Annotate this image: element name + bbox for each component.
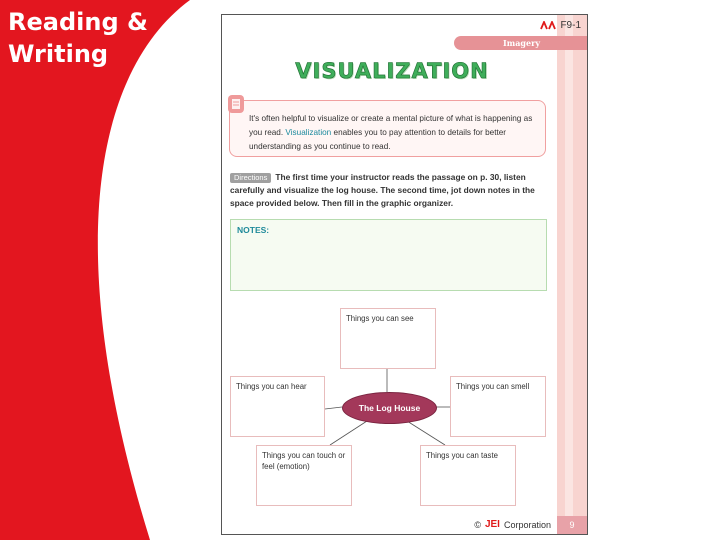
- intro-text-end: enables you to pay attention to details for better understanding as you continue to read.: [249, 128, 507, 151]
- organizer-label-touch: Things you can touch or feel (emotion): [262, 451, 346, 471]
- organizer-label-smell: Things you can smell: [456, 382, 530, 391]
- organizer-box-taste[interactable]: [420, 445, 516, 506]
- organizer-box-hear[interactable]: [230, 376, 325, 437]
- organizer-box-see[interactable]: [340, 308, 436, 369]
- slide-title-line2: Writing: [8, 40, 109, 68]
- connector-hear: [325, 407, 342, 409]
- worksheet-title: VISUALIZATION: [295, 59, 489, 83]
- page-footer: [474, 519, 551, 530]
- intro-text-start: It's often helpful to visualize or create a mental picture of what is happening as you read.: [249, 114, 533, 137]
- company-name: Corporation: [503, 519, 551, 530]
- directions-text: The first time your instructor reads the passage on p. 30, listen carefully and visualize the log house. The second time, jot down notes in the space provided below. Then fill in the graphic organizer.: [230, 172, 535, 208]
- connector-taste: [407, 421, 445, 445]
- connector-touch: [330, 421, 367, 445]
- directions-tag: Directions: [230, 173, 271, 183]
- graphic-organizer: [222, 15, 588, 535]
- organizer-label-hear: Things you can hear: [236, 382, 307, 391]
- intro-highlight: Visualization: [285, 128, 332, 137]
- red-swoosh-background: [0, 0, 240, 540]
- slide-title: [8, 6, 148, 70]
- slide-title-line1: Reading &: [8, 8, 148, 36]
- notes-label: NOTES:: [237, 225, 270, 235]
- page-number: 9: [557, 516, 587, 534]
- copyright-symbol: ©: [474, 519, 481, 530]
- organizer-hub: The Log House: [342, 392, 437, 424]
- organizer-box-touch[interactable]: [256, 445, 352, 506]
- organizer-box-smell[interactable]: [450, 376, 546, 437]
- worksheet-code-text: F9-1: [560, 20, 581, 31]
- organizer-label-see: Things you can see: [346, 314, 414, 323]
- worksheet-page: [221, 14, 588, 535]
- section-ribbon: Imagery: [454, 36, 588, 50]
- brand-logo: JEI: [484, 519, 500, 530]
- organizer-label-taste: Things you can taste: [426, 451, 498, 460]
